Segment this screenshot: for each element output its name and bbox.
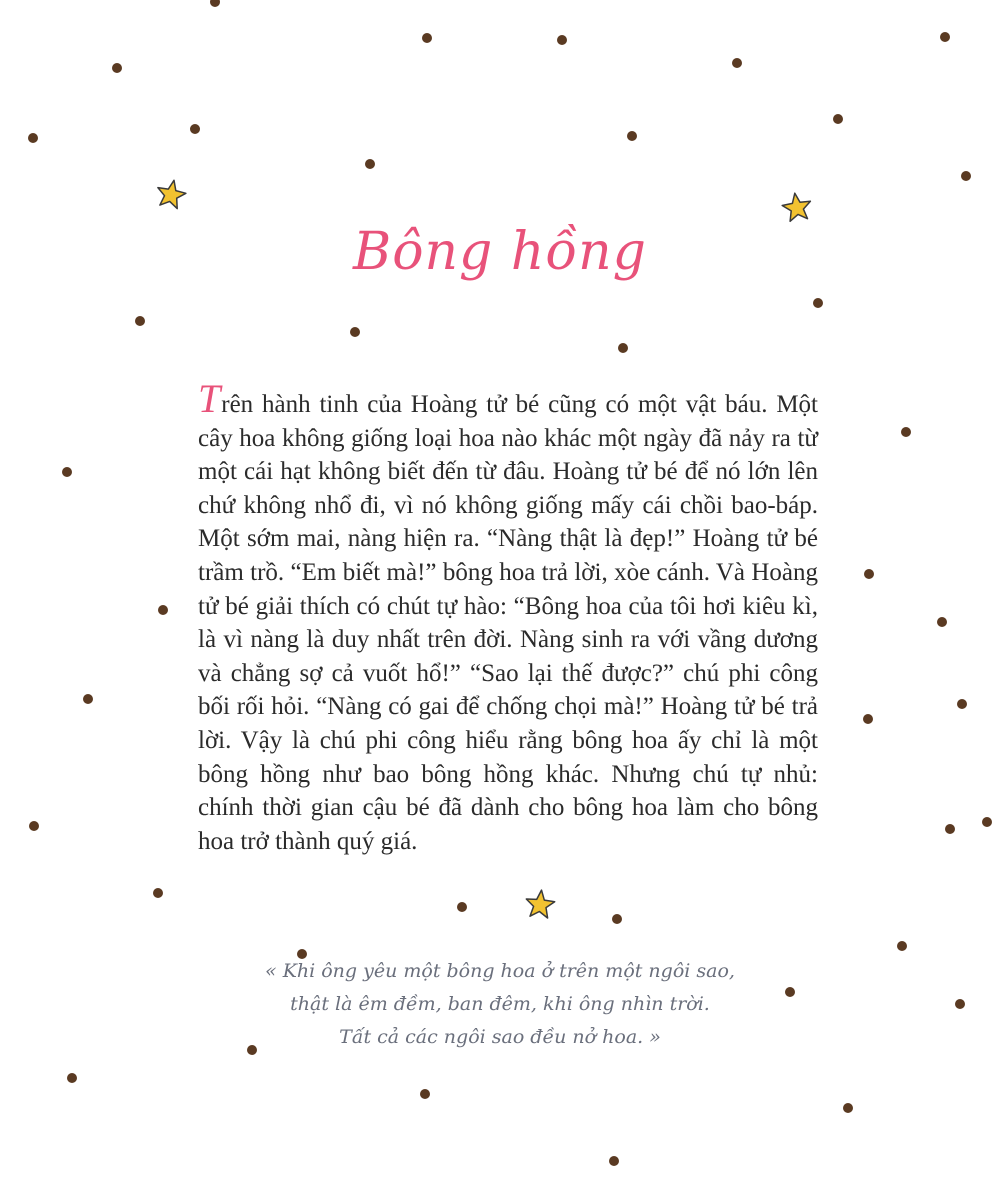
dot-icon: [863, 714, 873, 724]
dot-icon: [961, 171, 971, 181]
dot-icon: [813, 298, 823, 308]
story-text: [198, 376, 818, 858]
dot-icon: [67, 1073, 77, 1083]
dot-icon: [365, 159, 375, 169]
dot-icon: [937, 617, 947, 627]
star-icon: [782, 193, 810, 221]
drop-cap: T: [198, 376, 221, 421]
dot-icon: [618, 343, 628, 353]
dot-icon: [982, 817, 992, 827]
dot-icon: [940, 32, 950, 42]
dot-icon: [955, 999, 965, 1009]
dot-icon: [422, 33, 432, 43]
dot-icon: [945, 824, 955, 834]
quote-line: « Khi ông yêu một bông hoa ở trên một ngôi sao,: [265, 960, 735, 982]
dot-icon: [609, 1156, 619, 1166]
quote-block: [170, 955, 830, 1054]
quote-line: Tất cả các ngôi sao đều nở hoa. »: [339, 1026, 661, 1048]
dot-icon: [62, 467, 72, 477]
dot-icon: [29, 821, 39, 831]
dot-icon: [190, 124, 200, 134]
story-body: rên hành tinh của Hoàng tử bé cũng có một vật báu. Một cây hoa không giống loại hoa nào khác một ngày đã nảy ra từ một cái hạt không biết đến từ đâu. Hoàng tử bé để nó lớn lên chứ không nhổ đi, vì nó không giống mấy cái chồi bao-báp. Một sớm mai, nàng hiện ra. “Nàng thật là đẹp!” Hoàng tử bé trầm trồ. “Em biết mà!” bông hoa trả lời, xòe cánh. Và Hoàng tử bé giải thích có chút tự hào: “Bông hoa của tôi hơi kiêu kì, là vì nàng là duy nhất trên đời. Nàng sinh ra với vầng dương và chẳng sợ cả vuốt hổ!” “Sao lại thế được?” chú phi công bối rối hỏi. “Nàng có gai để chống chọi mà!” Hoàng tử bé trả lời. Vậy là chú phi công hiểu rằng bông hoa ấy chỉ là một bông hồng như bao bông hồng khác. Nhưng chú tự nhủ: chính thời gian cậu bé đã dành cho bông hoa làm cho bông hoa trở thành quý giá.: [198, 391, 818, 855]
dot-icon: [732, 58, 742, 68]
dot-icon: [210, 0, 220, 7]
dot-icon: [83, 694, 93, 704]
dot-icon: [627, 131, 637, 141]
page-title: Bông hồng: [353, 222, 647, 282]
dot-icon: [557, 35, 567, 45]
dot-icon: [158, 605, 168, 615]
dot-icon: [135, 316, 145, 326]
dot-icon: [957, 699, 967, 709]
dot-icon: [901, 427, 911, 437]
dot-icon: [457, 902, 467, 912]
dot-icon: [897, 941, 907, 951]
star-icon: [526, 890, 554, 918]
quote-line: thật là êm đềm, ban đêm, khi ông nhìn trời.: [290, 993, 710, 1015]
dot-icon: [843, 1103, 853, 1113]
dot-icon: [420, 1089, 430, 1099]
dot-icon: [28, 133, 38, 143]
dot-icon: [153, 888, 163, 898]
dot-icon: [864, 569, 874, 579]
dot-icon: [112, 63, 122, 73]
star-icon: [158, 180, 186, 208]
dot-icon: [350, 327, 360, 337]
dot-icon: [833, 114, 843, 124]
dot-icon: [612, 914, 622, 924]
